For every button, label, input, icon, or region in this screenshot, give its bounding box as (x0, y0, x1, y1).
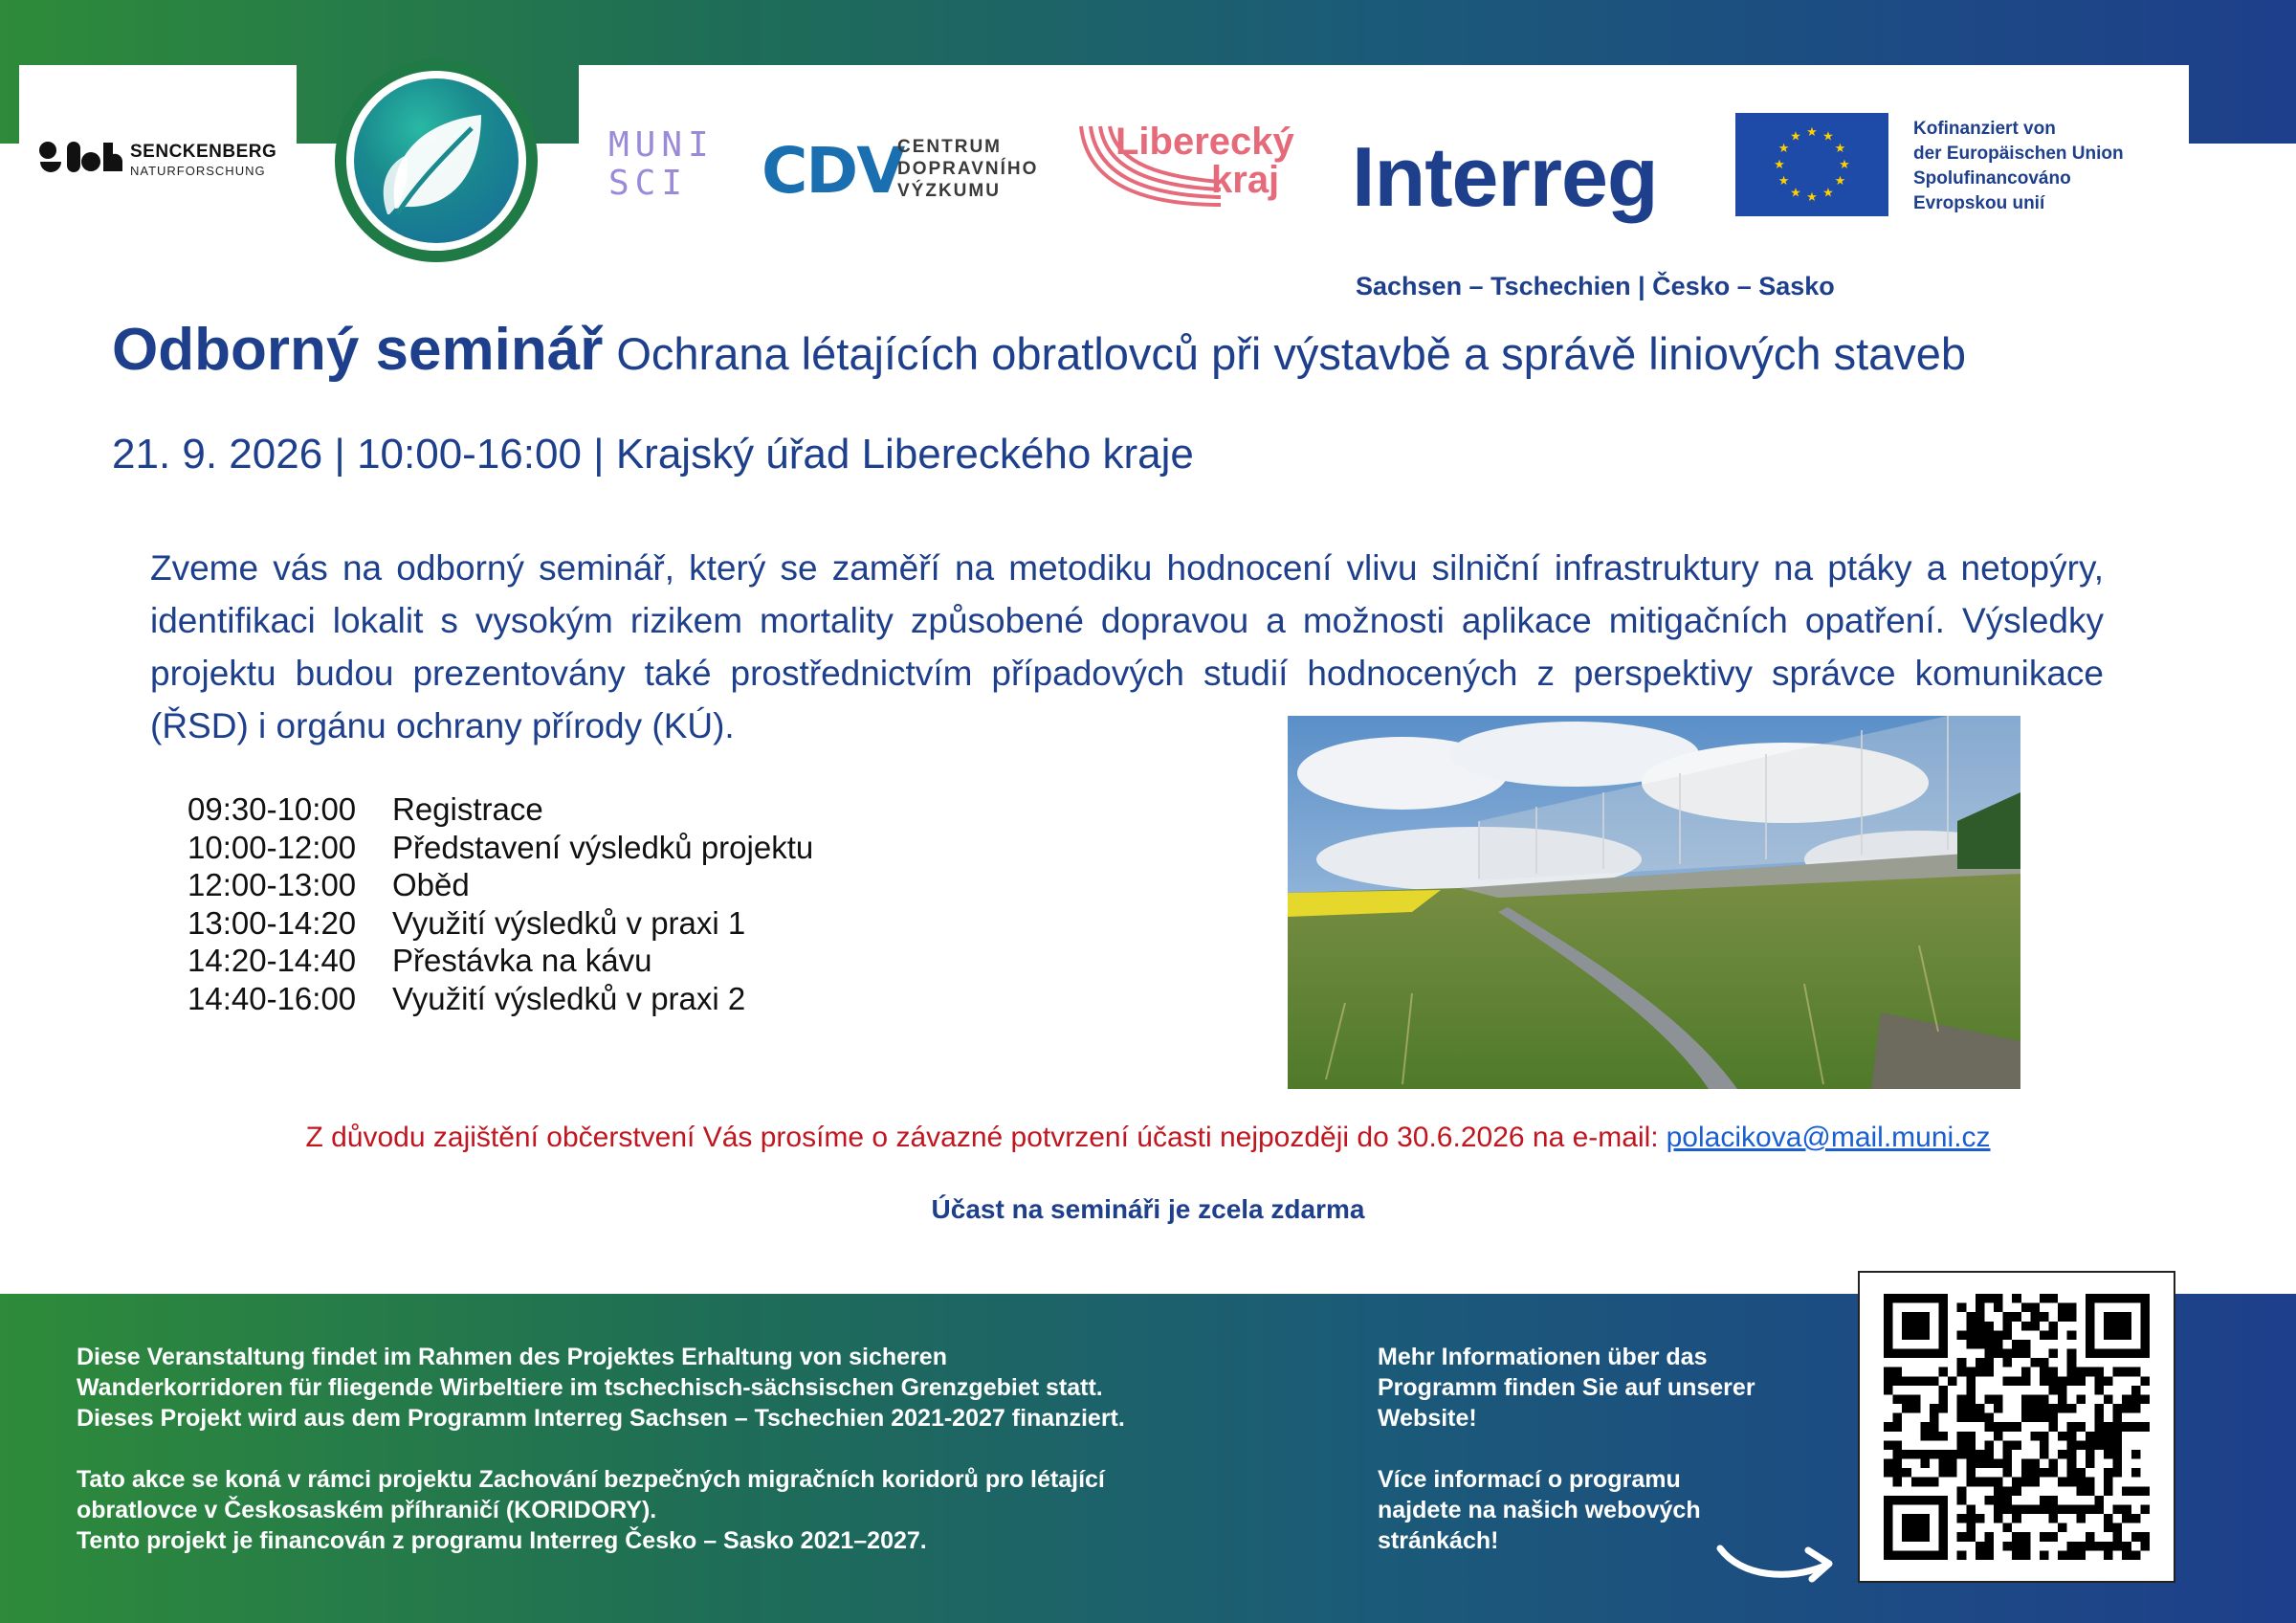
eu-line-2: der Europäischen Union (1913, 144, 2124, 164)
schedule-time: 12:00-13:00 (188, 867, 357, 902)
eu-star: ★ (1806, 124, 1818, 139)
footer-cz-line-1: Tato akce se koná v rámci projektu Zachování bezpečných migračních koridorů pro létající (77, 1466, 1105, 1493)
footer-project-text (77, 1342, 1320, 1587)
more-cz-line-3: stránkách! (1378, 1527, 1499, 1554)
liberecky-kraj-logo (1077, 122, 1294, 199)
road-embankment-photo (1288, 716, 2020, 1089)
sci-line: SCI (608, 164, 689, 203)
cdv-line-2: DOPRAVNÍHO (897, 159, 1039, 179)
eu-star: ★ (1777, 173, 1790, 188)
page-title (112, 316, 1966, 384)
schedule-item: Využití výsledků v praxi 2 (392, 980, 746, 1016)
eu-star: ★ (1834, 173, 1846, 188)
schedule-row (188, 980, 813, 1018)
schedule-time: 14:20-14:40 (188, 943, 357, 978)
free-participation-note: Účast na semináři je zcela zdarma (931, 1194, 1365, 1224)
schedule-item: Představení výsledků projektu (392, 829, 814, 865)
qr-code-icon[interactable] (1881, 1294, 2152, 1565)
footer-de-line-3: Dieses Projekt wird aus dem Programm Interreg Sachsen – Tschechien 2021-2027 finanziert. (77, 1405, 1125, 1432)
schedule-item: Přestávka na kávu (392, 943, 652, 978)
schedule-time: 14:40-16:00 (188, 980, 357, 1016)
eu-line-1: Kofinanziert von (1913, 119, 2056, 139)
cdv-logo-text (897, 136, 1038, 202)
intro-paragraph: Zveme vás na odborný seminář, který se zaměří na metodiku hodnocení vlivu silniční infrastruktury na ptáky a netopýry, identifikaci lokalit s vysokým rizikem mortality způsobené dopravou a možnosti aplikace mitigačních opatření. Výsledky projektu budou prezentovány také prostřednictvím případových studií hodnocených z perspektivy správce komunikace (ŘSD) i orgánu ochrany přírody (KÚ). (150, 548, 2104, 745)
eu-line-3: Spolufinancováno (1913, 168, 2071, 189)
eu-star: ★ (1822, 128, 1834, 144)
schedule-item: Oběd (392, 867, 470, 902)
eu-star: ★ (1822, 185, 1834, 200)
arrow-right-icon (1712, 1531, 1837, 1593)
schedule-time: 13:00-14:20 (188, 904, 357, 941)
eu-star: ★ (1774, 157, 1785, 171)
footer-cz-line-2: obratlovce v Českosaském příhraničí (KORIDORY). (77, 1497, 657, 1523)
more-de-line-1: Mehr Informationen über das (1378, 1344, 1708, 1370)
eu-star: ★ (1806, 189, 1818, 204)
muni-line: MUNI (608, 125, 715, 165)
logo-strip-left (19, 65, 297, 144)
cdv-line-1: CENTRUM (897, 137, 1002, 157)
eu-star: ★ (1777, 141, 1790, 155)
eu-star: ★ (1834, 141, 1846, 155)
schedule-time: 10:00-12:00 (188, 829, 357, 865)
more-cz-line-2: najdete na našich webových (1378, 1497, 1701, 1523)
more-de-line-2: Programm finden Sie auf unserer (1378, 1374, 1755, 1401)
rsvp-note (0, 1122, 2296, 1154)
interreg-logo: Interreg (1352, 129, 1658, 224)
title-bold: Odborný seminář (112, 317, 604, 383)
more-de-line-3: Website! (1378, 1405, 1477, 1432)
cdv-line-3: VÝZKUMU (897, 181, 1001, 201)
email-link[interactable]: polacikova@mail.muni.cz (1666, 1122, 1991, 1153)
eu-star: ★ (1839, 157, 1850, 171)
footer-de-line-2: Wanderkorridoren für fliegende Wirbeltiere im tschechisch-sächsischen Grenzgebiet statt. (77, 1374, 1103, 1401)
senckenberg-subtitle: NATURFORSCHUNG (130, 164, 266, 178)
eu-cofinancing-text (1913, 117, 2124, 216)
footer-de-line-1: Diese Veranstaltung findet im Rahmen des Projektes Erhaltung von sicheren (77, 1344, 947, 1370)
schedule-row (188, 904, 813, 943)
event-date-place: 21. 9. 2026 | 10:00-16:00 | Krajský úřad Libereckého kraje (112, 431, 1194, 478)
eu-star: ★ (1790, 128, 1801, 144)
schedule-row (188, 942, 813, 980)
schedule-time: 09:30-10:00 (188, 791, 357, 827)
schedule-row (188, 829, 813, 867)
schedule-item: Využití výsledků v praxi 1 (392, 904, 746, 941)
title-subtitle: Ochrana létajících obratlovců při výstavbě a správě liniových staveb (616, 328, 1967, 379)
eu-flag-icon (1735, 113, 1888, 216)
liberec-line-2: kraj (1211, 159, 1280, 201)
schedule-item: Registrace (392, 791, 543, 827)
liberec-line-1: Liberecký (1115, 121, 1294, 163)
more-cz-line-1: Více informací o programu (1378, 1466, 1681, 1493)
eu-star: ★ (1790, 185, 1801, 200)
eu-line-4: Evropskou unií (1913, 193, 2045, 213)
schedule-list (188, 790, 813, 1017)
senckenberg-logo-mark (36, 137, 124, 182)
rsvp-text: Z důvodu zajištění občerstvení Vás prosíme o závazné potvrzení účasti nejpozději do 30.6.2026 na e-mail: (305, 1122, 1659, 1153)
cdv-logo-mark: CDV (762, 134, 904, 208)
leaf-icon (368, 96, 502, 234)
schedule-row (188, 790, 813, 829)
senckenberg-name: SENCKENBERG (130, 142, 277, 162)
muni-sci-logo (608, 126, 715, 203)
interreg-programme-name: Sachsen – Tschechien | Česko – Sasko (1356, 272, 1835, 300)
footer-cz-line-3: Tento projekt je financován z programu Interreg Česko – Sasko 2021–2027. (77, 1527, 927, 1554)
schedule-row (188, 866, 813, 904)
